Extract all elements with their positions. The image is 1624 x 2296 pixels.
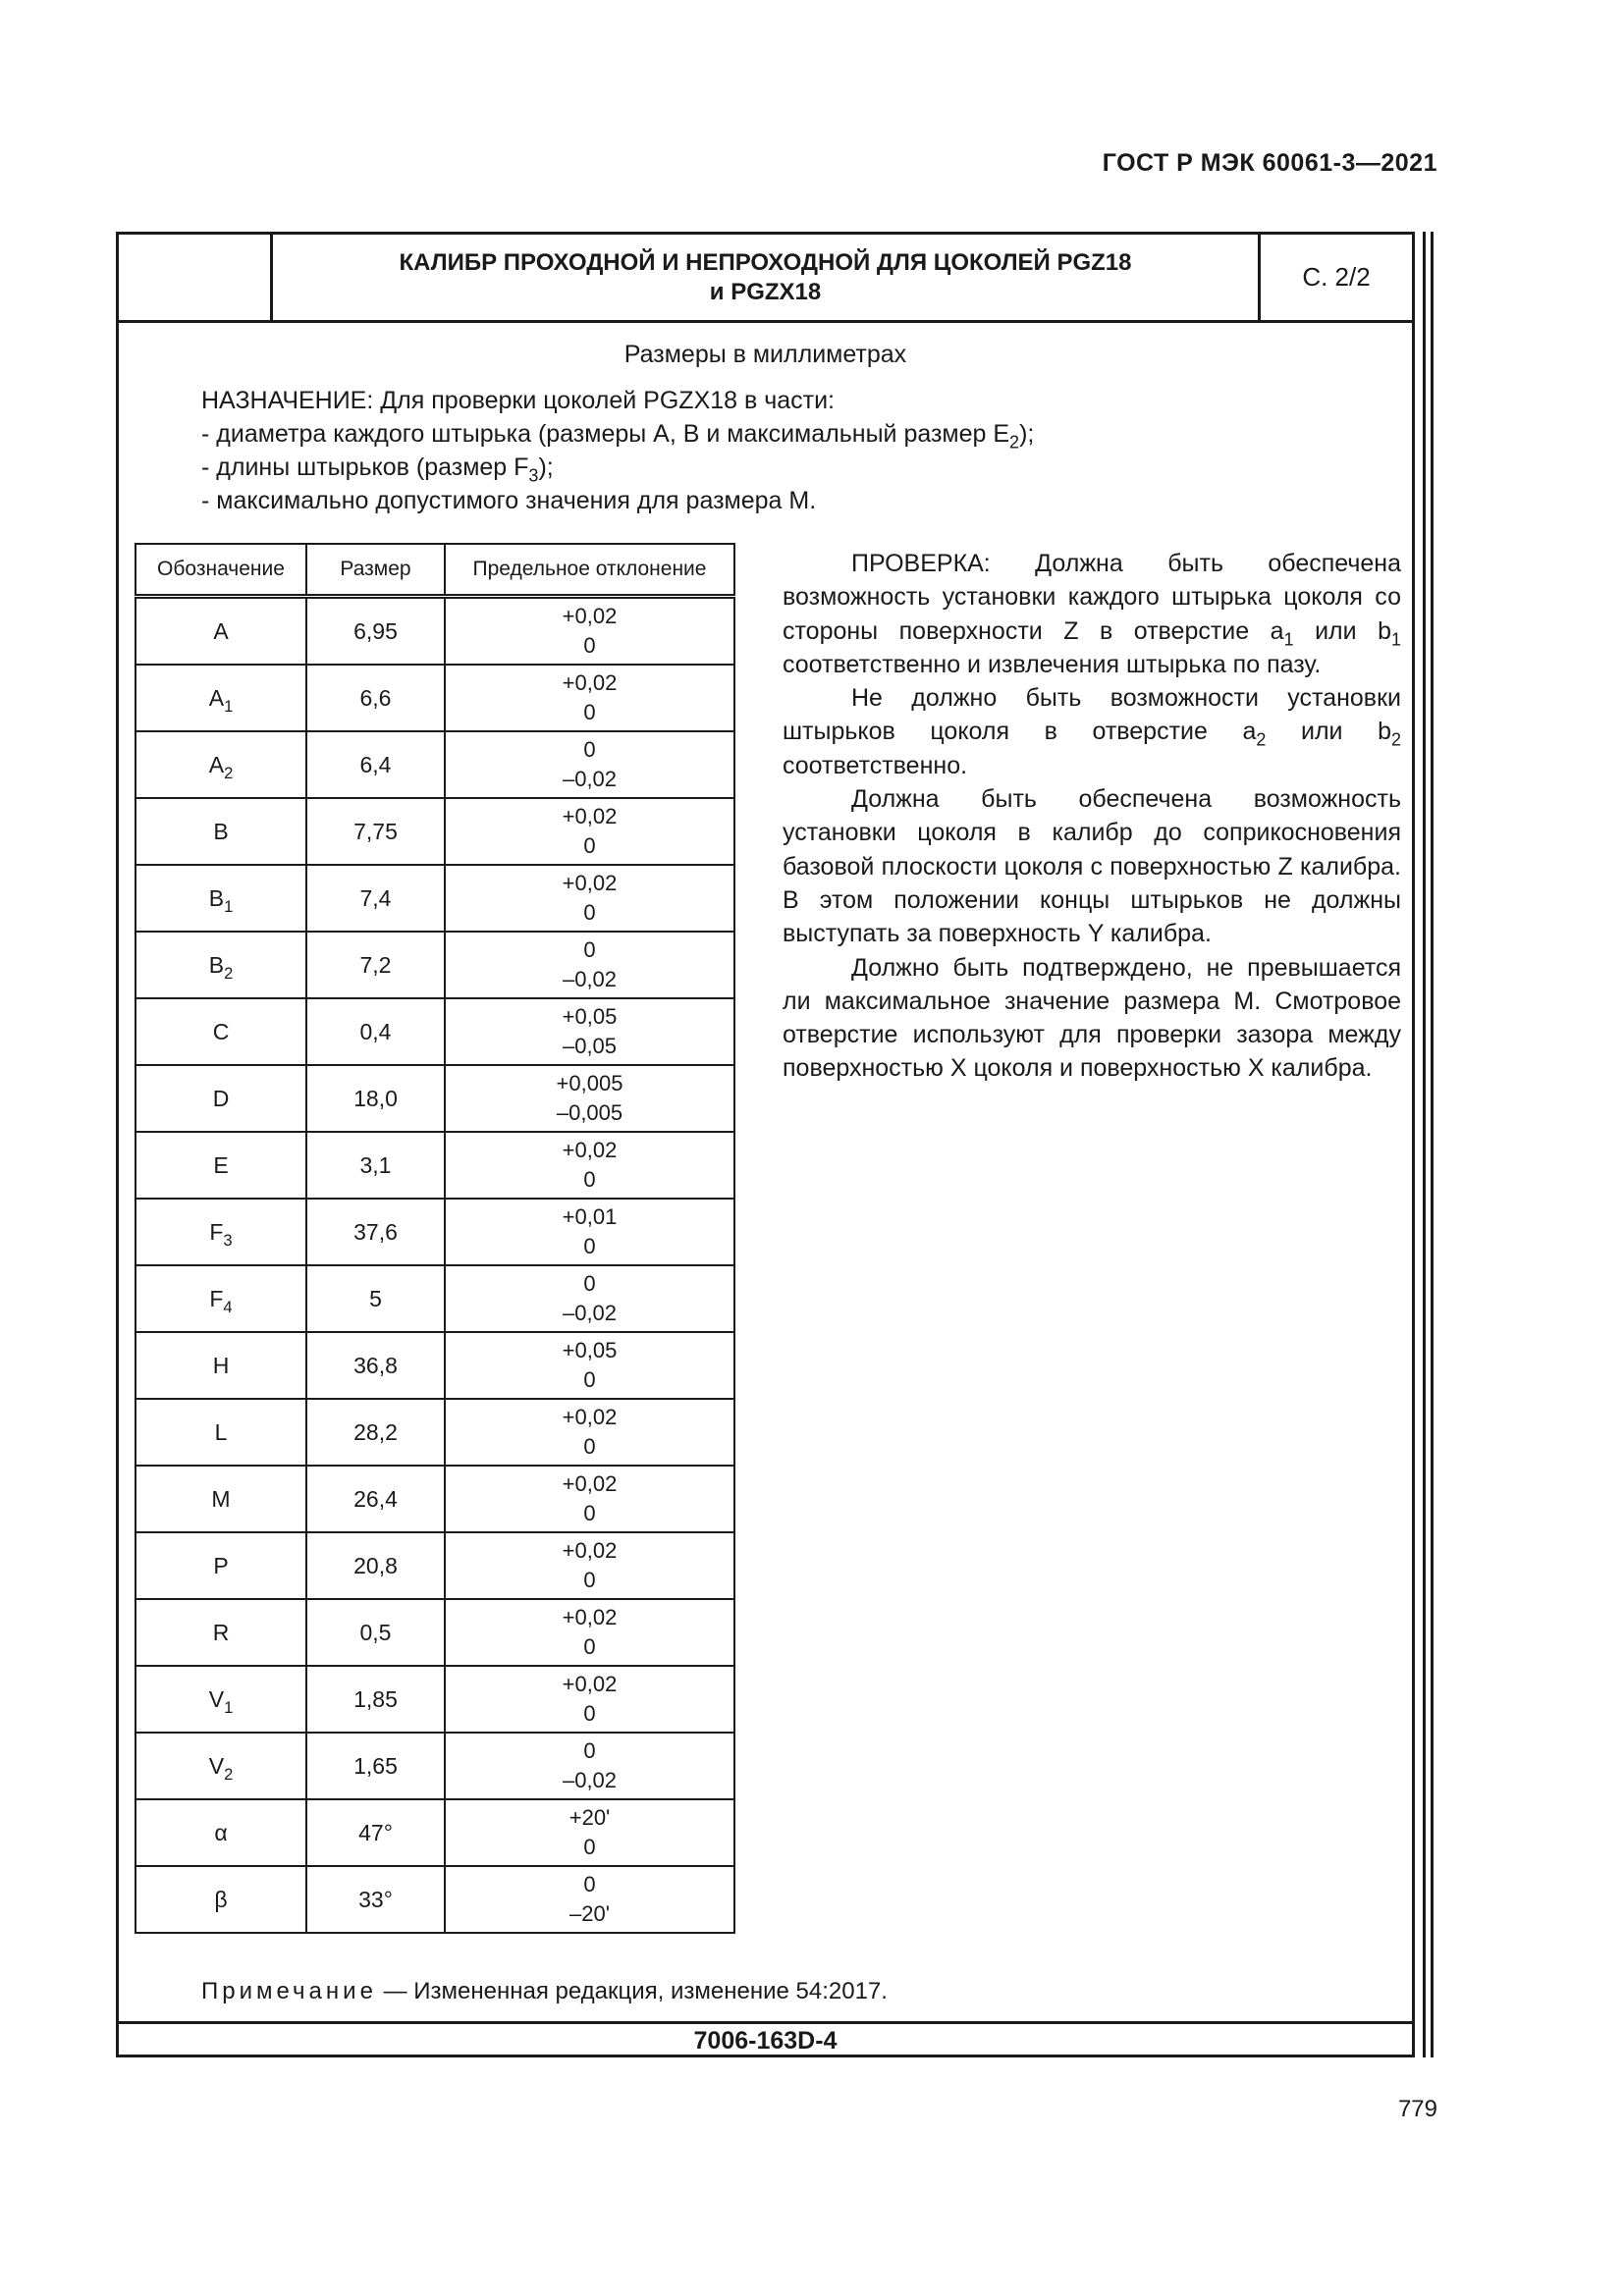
designation-cell: $F_4$ bbox=[135, 1265, 306, 1332]
lower-deviation: –0,02 bbox=[562, 967, 618, 991]
note-text: — Измененная редакция, изменение 54:2017. bbox=[376, 1978, 888, 2004]
check-paragraph: ПРОВЕРКА: Должна быть обеспечена возможность установки каждого штырька цоколя со стороны поверхности Z в отверстие $a_1$ или $b_1$ соответственно и извлечения штырька по пазу. bbox=[783, 550, 1402, 678]
size-cell: 3,1 bbox=[306, 1132, 445, 1199]
purpose-line: - диаметра каждого штырька (размеры A, B и максимальный размер $E_2$); bbox=[201, 420, 1035, 453]
designation-cell: R bbox=[135, 1599, 306, 1666]
table-row bbox=[135, 1199, 734, 1265]
designation-cell: $V_2$ bbox=[135, 1733, 306, 1799]
sheet-page: С. 2/2 bbox=[1258, 235, 1412, 320]
table-row bbox=[135, 865, 734, 932]
frame-edge-line bbox=[1423, 232, 1426, 2057]
designation-cell: P bbox=[135, 1532, 306, 1599]
units-note: Размеры в миллиметрах bbox=[623, 341, 907, 368]
tolerance-cell bbox=[445, 1866, 734, 1933]
upper-deviation: +0,02 bbox=[562, 604, 618, 628]
designation-cell: L bbox=[135, 1399, 306, 1466]
table-row bbox=[135, 1132, 734, 1199]
tolerance-cell bbox=[445, 798, 734, 865]
tolerance-cell bbox=[445, 1265, 734, 1332]
designation-cell: $A_2$ bbox=[135, 731, 306, 798]
upper-deviation: +0,01 bbox=[562, 1204, 618, 1229]
designation-cell: $B_1$ bbox=[135, 865, 306, 932]
lower-deviation: 0 bbox=[583, 900, 596, 925]
lower-deviation: 0 bbox=[583, 633, 596, 658]
lower-deviation: –0,02 bbox=[562, 1301, 618, 1325]
tolerance-cell bbox=[445, 1065, 734, 1132]
size-cell: 6,4 bbox=[306, 731, 445, 798]
header-designation: Обозначение bbox=[135, 544, 306, 597]
lower-deviation: 0 bbox=[583, 1701, 596, 1726]
size-cell: 47° bbox=[306, 1799, 445, 1866]
upper-deviation: 0 bbox=[583, 1872, 596, 1896]
upper-deviation: 0 bbox=[583, 1271, 596, 1296]
size-cell: 28,2 bbox=[306, 1399, 445, 1466]
check-paragraph: Должна быть обеспечена возможность установки цоколя в калибр до соприкосновения базовой плоскости цоколя с поверхностью Z калибра. В этом положении концы штырьков не должны выступать за поверхность Y калибра. bbox=[783, 785, 1401, 948]
size-cell: 33° bbox=[306, 1866, 445, 1933]
tolerance-cell bbox=[445, 731, 734, 798]
lower-deviation: 0 bbox=[583, 1234, 596, 1258]
sheet-code: 7006-163D-4 bbox=[693, 2027, 838, 2055]
table-row bbox=[135, 1466, 734, 1532]
designation-cell: E bbox=[135, 1132, 306, 1199]
designation-cell: $B_2$ bbox=[135, 932, 306, 998]
designation-cell: β bbox=[135, 1866, 306, 1933]
lower-deviation: 0 bbox=[583, 1501, 596, 1525]
tolerance-cell bbox=[445, 865, 734, 932]
upper-deviation: +0,02 bbox=[562, 1605, 618, 1629]
designation-cell: $V_1$ bbox=[135, 1666, 306, 1733]
table-row bbox=[135, 798, 734, 865]
table-row bbox=[135, 1599, 734, 1666]
upper-deviation: +0,05 bbox=[562, 1338, 618, 1362]
lower-deviation: –0,005 bbox=[556, 1100, 623, 1125]
lower-deviation: 0 bbox=[583, 1367, 596, 1392]
designation-cell: M bbox=[135, 1466, 306, 1532]
upper-deviation: +0,02 bbox=[562, 1471, 618, 1496]
tolerance-cell bbox=[445, 1332, 734, 1399]
header-tolerance: Предельное отклонение bbox=[445, 544, 734, 597]
header-divider bbox=[119, 320, 1412, 323]
designation-cell: C bbox=[135, 998, 306, 1065]
lower-deviation: –0,02 bbox=[562, 1768, 618, 1792]
table-row bbox=[135, 1065, 734, 1132]
tolerance-cell bbox=[445, 932, 734, 998]
table-row bbox=[135, 1666, 734, 1733]
designation-cell: D bbox=[135, 1065, 306, 1132]
size-cell: 1,85 bbox=[306, 1666, 445, 1733]
designation-cell: A bbox=[135, 597, 306, 666]
footer-divider bbox=[119, 2021, 1412, 2024]
sheet-title bbox=[273, 235, 1258, 320]
lower-deviation: –0,02 bbox=[562, 767, 618, 791]
size-cell: 7,4 bbox=[306, 865, 445, 932]
tolerance-cell bbox=[445, 597, 734, 666]
lower-deviation: –20' bbox=[569, 1901, 610, 1926]
table-header-row bbox=[135, 544, 734, 597]
tolerance-cell bbox=[445, 1733, 734, 1799]
designation-cell: α bbox=[135, 1799, 306, 1866]
table-row bbox=[135, 1399, 734, 1466]
table-row bbox=[135, 1265, 734, 1332]
upper-deviation: +0,02 bbox=[562, 1672, 618, 1696]
lower-deviation: 0 bbox=[583, 1568, 596, 1592]
tolerance-cell bbox=[445, 1532, 734, 1599]
check-paragraph: Должно быть подтверждено, не превышается ли максимальное значение размера M. Смотровое отверстие используют для проверки зазора между поверхностью X цоколя и поверхностью X калибра. bbox=[783, 953, 1401, 1083]
designation-cell: $F_3$ bbox=[135, 1199, 306, 1265]
upper-deviation: +0,02 bbox=[562, 871, 618, 895]
designation-cell: $A_1$ bbox=[135, 665, 306, 731]
upper-deviation: +0,05 bbox=[562, 1004, 618, 1029]
table-row bbox=[135, 1799, 734, 1866]
size-cell: 0,4 bbox=[306, 998, 445, 1065]
tolerance-cell bbox=[445, 1799, 734, 1866]
purpose-block bbox=[201, 384, 1034, 517]
lower-deviation: 0 bbox=[583, 1835, 596, 1859]
dimensions-table bbox=[135, 543, 735, 1934]
sheet-title-line-1: КАЛИБР ПРОХОДНОЙ И НЕПРОХОДНОЙ ДЛЯ ЦОКОЛЕЙ PGZ18 bbox=[399, 248, 1132, 276]
note bbox=[201, 1978, 888, 2005]
drawing-frame bbox=[116, 232, 1415, 2057]
upper-deviation: 0 bbox=[583, 737, 596, 762]
lower-deviation: 0 bbox=[583, 700, 596, 724]
size-cell: 18,0 bbox=[306, 1065, 445, 1132]
size-cell: 37,6 bbox=[306, 1199, 445, 1265]
upper-deviation: +20' bbox=[568, 1805, 611, 1830]
table-row bbox=[135, 998, 734, 1065]
page-number: 779 bbox=[1397, 2096, 1437, 2122]
size-cell: 26,4 bbox=[306, 1466, 445, 1532]
size-cell: 7,2 bbox=[306, 932, 445, 998]
tolerance-cell bbox=[445, 1599, 734, 1666]
upper-deviation: +0,02 bbox=[562, 804, 618, 828]
size-cell: 0,5 bbox=[306, 1599, 445, 1666]
tolerance-cell bbox=[445, 1399, 734, 1466]
header-size: Размер bbox=[306, 544, 445, 597]
note-label: Примечание bbox=[201, 1978, 377, 2004]
tolerance-cell bbox=[445, 1666, 734, 1733]
table-row bbox=[135, 1866, 734, 1933]
lower-deviation: 0 bbox=[583, 833, 596, 858]
table-row bbox=[135, 932, 734, 998]
size-cell: 7,75 bbox=[306, 798, 445, 865]
lower-deviation: –0,05 bbox=[562, 1034, 618, 1058]
purpose-line: - максимально допустимого значения для размера M. bbox=[201, 487, 817, 514]
upper-deviation: +0,02 bbox=[562, 1538, 618, 1563]
table-row bbox=[135, 597, 734, 666]
upper-deviation: +0,02 bbox=[562, 1405, 618, 1429]
standard-designation: ГОСТ Р МЭК 60061-3—2021 bbox=[1102, 149, 1437, 177]
upper-deviation: 0 bbox=[583, 1738, 596, 1763]
upper-deviation: +0,02 bbox=[562, 670, 618, 695]
size-cell: 1,65 bbox=[306, 1733, 445, 1799]
lower-deviation: 0 bbox=[583, 1634, 596, 1659]
sheet-title-line-2: и PGZX18 bbox=[709, 278, 822, 305]
upper-deviation: 0 bbox=[583, 937, 596, 962]
check-text bbox=[783, 547, 1401, 1086]
size-cell: 6,95 bbox=[306, 597, 445, 666]
designation-cell: H bbox=[135, 1332, 306, 1399]
table-row bbox=[135, 1733, 734, 1799]
frame-edge-line bbox=[1431, 232, 1434, 2057]
designation-cell: B bbox=[135, 798, 306, 865]
table-row bbox=[135, 1532, 734, 1599]
tolerance-cell bbox=[445, 998, 734, 1065]
size-cell: 5 bbox=[306, 1265, 445, 1332]
purpose-line: НАЗНАЧЕНИЕ: Для проверки цоколей PGZX18 в части: bbox=[201, 387, 836, 414]
upper-deviation: +0,005 bbox=[556, 1071, 623, 1095]
tolerance-cell bbox=[445, 1466, 734, 1532]
header-blank-cell bbox=[119, 235, 273, 320]
size-cell: 20,8 bbox=[306, 1532, 445, 1599]
tolerance-cell bbox=[445, 665, 734, 731]
size-cell: 36,8 bbox=[306, 1332, 445, 1399]
check-paragraph: Не должно быть возможности установки штырьков цоколя в отверстие $a_2$ или $b_2$ соответственно. bbox=[783, 684, 1401, 779]
table-row bbox=[135, 665, 734, 731]
tolerance-cell bbox=[445, 1132, 734, 1199]
size-cell: 6,6 bbox=[306, 665, 445, 731]
tolerance-cell bbox=[445, 1199, 734, 1265]
lower-deviation: 0 bbox=[583, 1167, 596, 1192]
table-row bbox=[135, 731, 734, 798]
table-row bbox=[135, 1332, 734, 1399]
lower-deviation: 0 bbox=[583, 1434, 596, 1459]
upper-deviation: +0,02 bbox=[562, 1138, 618, 1162]
purpose-line: - длины штырьков (размер $F_3$); bbox=[201, 454, 554, 486]
